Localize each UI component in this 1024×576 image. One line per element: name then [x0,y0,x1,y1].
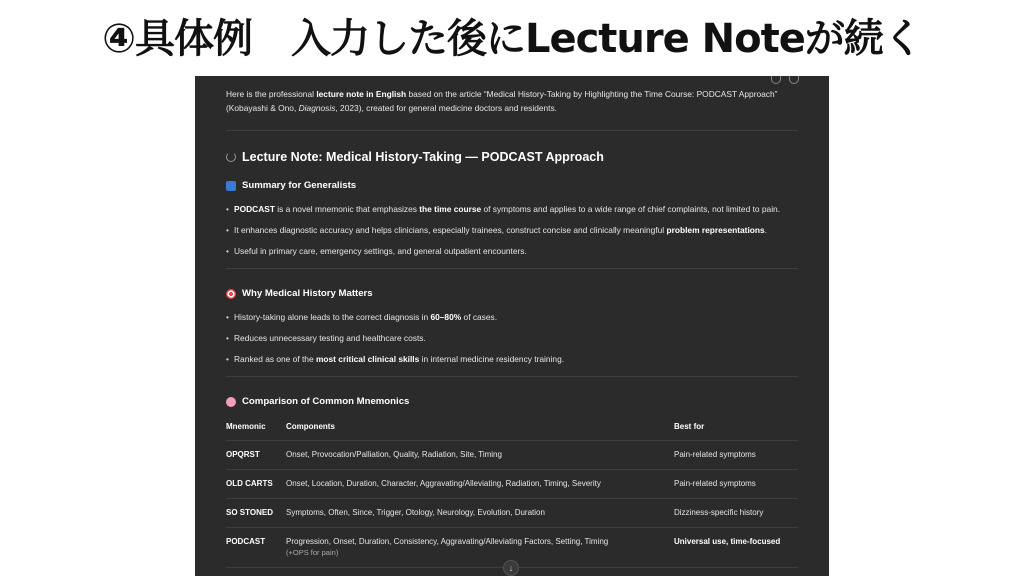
lecture-heading-text: Lecture Note: Medical History-Taking — PODCAST Approach [242,150,604,164]
best-for-bold: Universal use, time-focused [674,537,781,546]
list-item: • Useful in primary care, emergency settings, and general outpatient encounters. [226,244,798,258]
table-header-row [226,422,798,441]
list-item [226,310,798,324]
comparison-heading [226,396,798,407]
copy-icon[interactable] [771,76,781,84]
best-for-cell: Dizziness-specific history [674,499,798,528]
components-subnote: (+OPS for pain) [286,548,339,557]
brain-icon [226,397,236,407]
intro-bold: lecture note in English [316,89,407,99]
components-cell [286,528,674,568]
table-row [226,499,798,528]
bold-text: 60–80% [430,312,462,322]
book-icon [226,181,236,191]
components-cell: Onset, Provocation/Palliation, Quality, Radiation, Site, Timing [286,441,674,470]
components-cell: Symptoms, Often, Since, Trigger, Otology, Neurology, Evolution, Duration [286,499,674,528]
slide-title: ④具体例 入力した後にLecture Noteが続く [102,16,922,62]
list-item [226,202,798,216]
intro-text: Here is the professional [226,89,317,99]
best-for-cell [674,528,798,568]
text: of cases. [461,312,498,322]
text: It enhances diagnostic accuracy and helps clinicians, especially trainees, construct concise and clinically meaningful [234,225,667,235]
list-item [226,352,798,366]
edit-icon[interactable] [789,76,799,84]
summary-heading-text: Summary for Generalists [242,180,357,191]
divider [226,376,798,377]
text: of symptoms and applies to a wide range of chief complaints, not limited to pain. [481,204,781,214]
text: History-taking alone leads to the correct diagnosis in [234,312,431,322]
column-header: Components [286,422,674,441]
intro-text-2: based on the article “Medical History-Taking by Highlighting the Time Course: PODCAST Approach” (Kobayashi & Ono, [226,89,778,113]
intro-text-3: , 2023), created for general medicine doctors and residents. [335,103,558,113]
bold-text: most critical clinical skills [315,354,420,364]
why-heading [226,288,798,299]
best-for-cell: Pain-related symptoms [674,441,798,470]
lecture-heading [226,150,798,164]
scroll-down-button[interactable] [503,560,519,576]
components-cell: Onset, Location, Duration, Character, Aggravating/Alleviating, Radiation, Timing, Severity [286,470,674,499]
arrow-down-icon: ↓ [508,563,514,573]
table-row [226,441,798,470]
bold-text: problem representations [666,225,765,235]
column-header: Mnemonic [226,422,286,441]
message-actions [771,76,799,84]
summary-list [226,202,798,258]
mnemonic-cell: SO STONED [226,499,286,528]
chat-response-panel [195,76,829,576]
why-list [226,310,798,366]
mnemonic-table [226,422,798,568]
mnemonic-cell: PODCAST [226,528,286,568]
summary-heading [226,180,798,191]
best-for-cell: Pain-related symptoms [674,470,798,499]
divider [226,130,798,131]
text: . [764,225,768,235]
text: in internal medicine residency training. [419,354,565,364]
bold-text: PODCAST [234,204,275,214]
mnemonic-cell: OLD CARTS [226,470,286,499]
comparison-heading-text: Comparison of Common Mnemonics [242,396,410,407]
text: Ranked as one of the [234,354,316,364]
intro-paragraph [226,87,798,115]
bold-text: the time course [419,204,482,214]
table-row [226,470,798,499]
components-text: Progression, Onset, Duration, Consistency, Aggravating/Alleviating Factors, Setting, Timing [286,537,609,546]
response-content [226,87,798,568]
divider [226,268,798,269]
why-heading-text: Why Medical History Matters [242,288,373,299]
list-item: • Reduces unnecessary testing and healthcare costs. [226,331,798,345]
target-icon [226,289,236,299]
list-item [226,223,798,237]
column-header: Best for [674,422,798,441]
stethoscope-icon [226,152,236,162]
text: is a novel mnemonic that emphasizes [274,204,420,214]
intro-italic: Diagnosis [298,103,336,113]
mnemonic-cell: OPQRST [226,441,286,470]
